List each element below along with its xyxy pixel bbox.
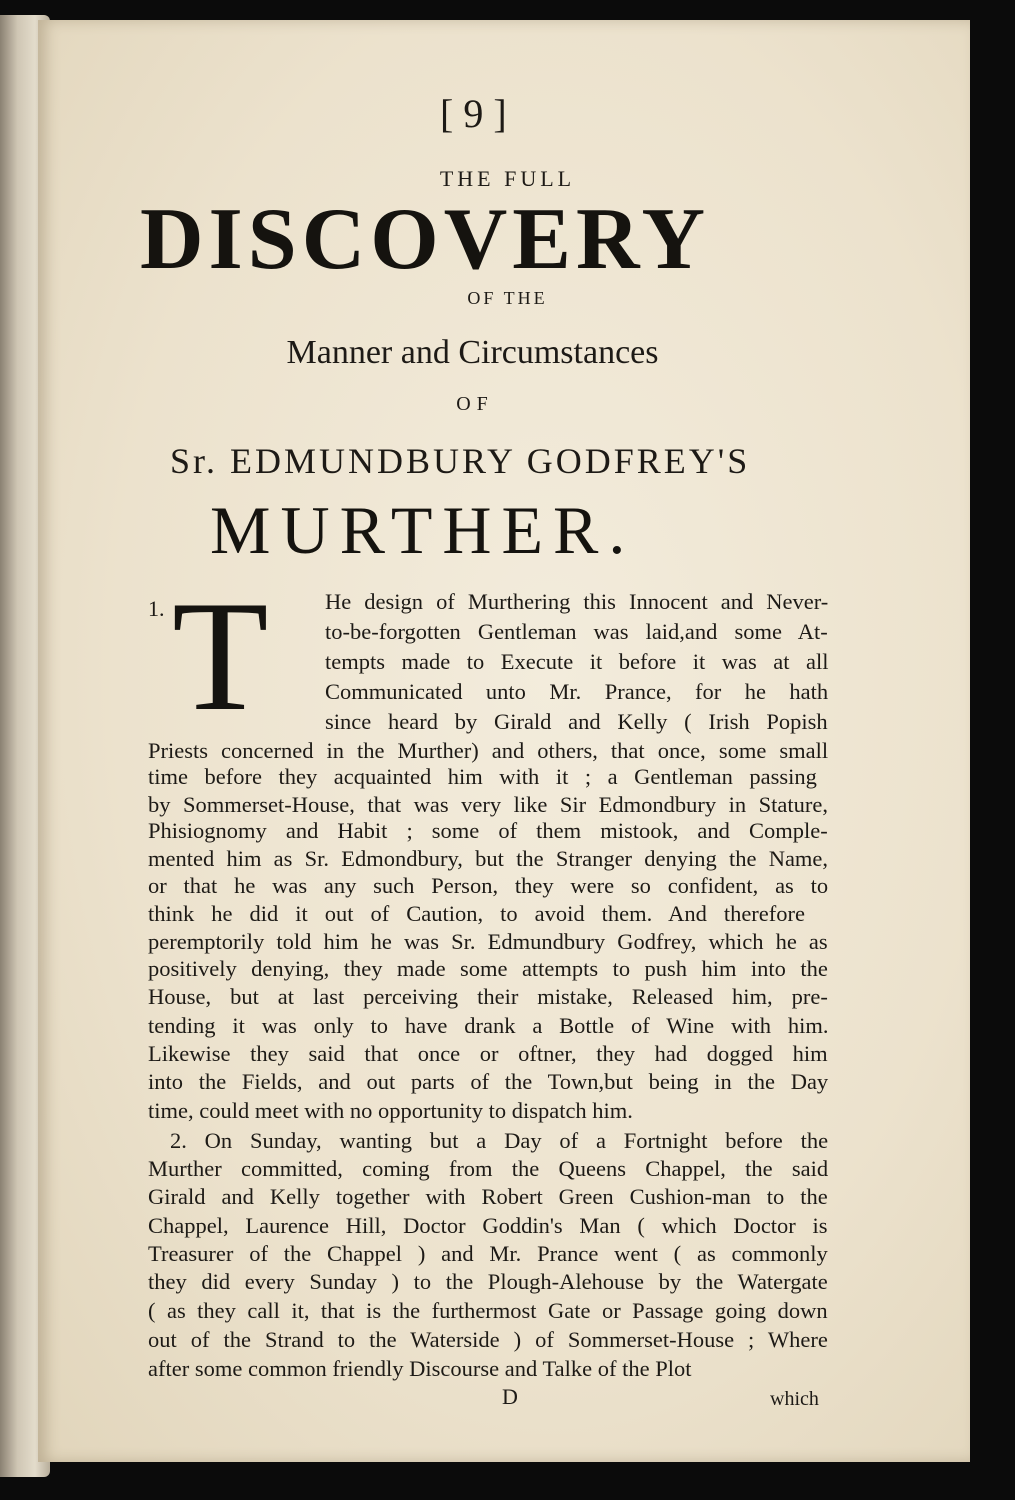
text-line: into the Fields, and out parts of the Town,but being in the Day: [148, 1069, 829, 1094]
text-line: peremptorily told him he was Sr. Edmundbury Godfrey, which he as: [148, 929, 828, 954]
text-line: House, but at last perceiving their mistake, Released him, pre-: [148, 984, 828, 1009]
text-line: mented him as Sr. Edmondbury, but the Stranger denying the Name,: [148, 846, 829, 871]
text-line: He design of Murthering this Innocent and Never-: [325, 589, 829, 614]
text-line: to-be-forgotten Gentleman was laid,and some At-: [325, 619, 828, 644]
text-line: 2. On Sunday, wanting but a Day of a Fortnight before the: [170, 1128, 829, 1153]
text-line: Murther committed, coming from the Queens Chappel, the said: [148, 1156, 829, 1181]
title-manner-and-circumstances: Manner and Circumstances: [286, 334, 659, 371]
title-murther: MURTHER.: [210, 492, 636, 568]
signature-mark: D: [502, 1384, 518, 1409]
title-discovery: DISCOVERY: [140, 191, 710, 288]
title-line-of: OF: [456, 393, 494, 415]
text-line: they did every Sunday ) to the Plough-Alehouse by the Watergate: [148, 1269, 828, 1294]
text-line: Phisiognomy and Habit ; some of them mistook, and Comple-: [148, 818, 828, 843]
text-line: Priests concerned in the Murther) and others, that once, some small: [148, 738, 829, 763]
text-line: Girald and Kelly together with Robert Green Cushion-man to the: [148, 1184, 828, 1209]
title-line-the-full: THE FULL: [439, 166, 576, 191]
text-line: positively denying, they made some attempts to push him into the: [148, 956, 828, 981]
section-number: 1.: [148, 596, 165, 621]
text-line: time before they acquainted him with it ; a Gentleman passing: [148, 764, 817, 789]
text-line: or that he was any such Person, they were so confident, as to: [148, 873, 829, 898]
text-line: after some common friendly Discourse and Talke of the Plot: [148, 1356, 692, 1381]
drop-cap: T: [172, 569, 269, 744]
text-line: tempts made to Execute it before it was at all: [325, 649, 829, 674]
title-line-of-the: OF THE: [467, 288, 548, 308]
title-godfrey-name: Sr. EDMUNDBURY GODFREY'S: [170, 441, 751, 481]
text-line: Communicated unto Mr. Prance, for he hath: [325, 679, 829, 704]
text-line: Treasurer of the Chappel ) and Mr. Prance went ( as commonly: [148, 1241, 828, 1266]
text-line: think he did it out of Caution, to avoid them. And therefore: [148, 901, 806, 926]
text-line: by Sommerset-House, that was very like Sir Edmondbury in Stature,: [148, 792, 829, 817]
text-line: out of the Strand to the Waterside ) of Sommerset-House ; Where: [148, 1327, 828, 1352]
text-line: tending it was only to have drank a Bottle of Wine with him.: [148, 1013, 829, 1038]
text-line: Likewise they said that once or oftner, they had dogged him: [148, 1041, 828, 1066]
text-line: ( as they call it, that is the furthermost Gate or Passage going down: [148, 1298, 828, 1323]
text-line: since heard by Girald and Kelly ( Irish Popish: [325, 709, 828, 734]
page-number: [ 9 ]: [440, 91, 507, 136]
text-line: Chappel, Laurence Hill, Doctor Goddin's Man ( which Doctor is: [148, 1213, 828, 1238]
catchword: which: [770, 1388, 819, 1410]
text-line: time, could meet with no opportunity to dispatch him.: [148, 1098, 633, 1123]
